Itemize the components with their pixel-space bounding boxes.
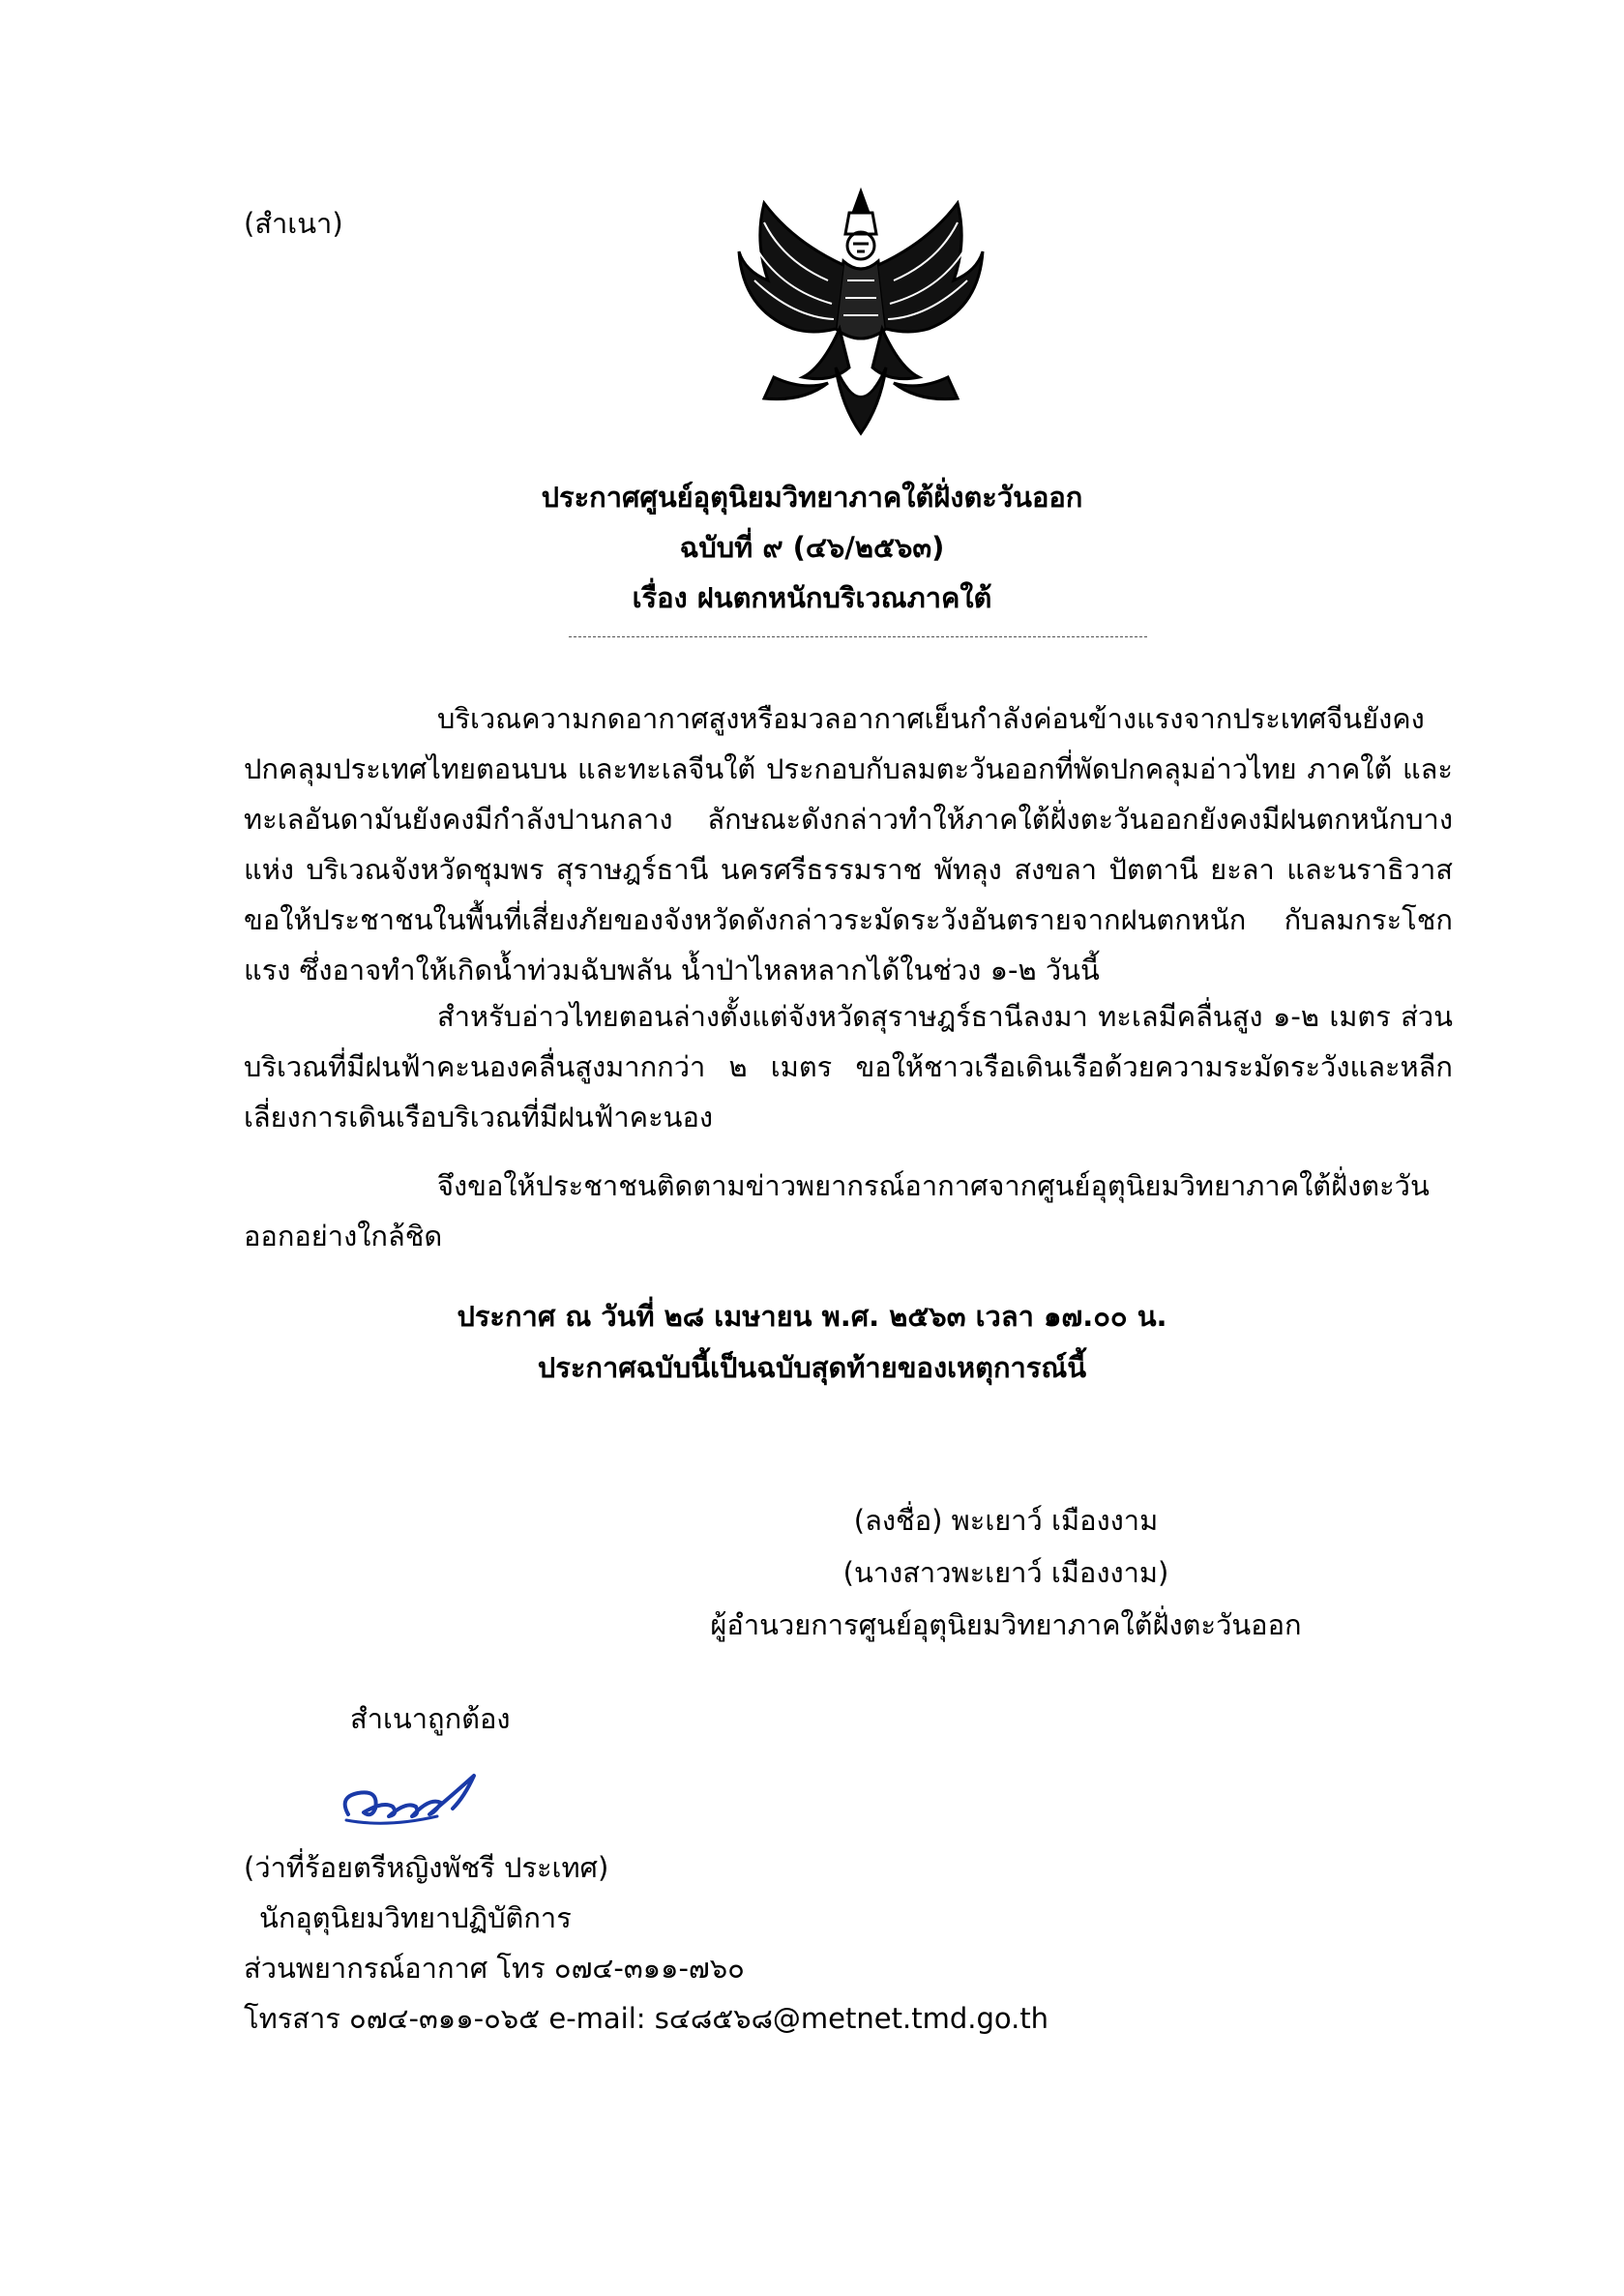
- announcement-date: ประกาศ ณ วันที่ ๒๘ เมษายน พ.ศ. ๒๕๖๓ เวลา ๑๗.๐๐ น.: [457, 1300, 1167, 1333]
- title-divider: [569, 636, 1147, 637]
- signatory-signed: (ลงชื่อ) พะเยาว์ เมืองงาม: [853, 1504, 1159, 1537]
- certifier-details: [244, 1842, 1048, 2044]
- fax-email: โทรสาร ๐๗๔-๓๑๑-๐๖๕ e-mail: s๔๘๕๖๘@metnet.tmd.go.th: [244, 2002, 1049, 2035]
- handwritten-signature-icon: [329, 1758, 503, 1836]
- signatory-block: [677, 1494, 1335, 1651]
- announcement-date-block: [0, 1291, 1624, 1394]
- body-paragraph-2: สำหรับอ่าวไทยตอนล่างตั้งแต่จังหวัดสุราษฎร์ธานีลงมา ทะเลมีคลื่นสูง ๑-๒ เมตร ส่วนบริเวณที่มีฝนฟ้าคะนองคลื่นสูงมากกว่า ๒ เมตร ขอให้ชาวเรือเดินเรือด้วยความระมัดระวังและหลีกเลี่ยงการเดินเรือบริเวณที่มีฝนฟ้าคะนอง: [244, 1000, 1453, 1133]
- garuda-emblem-icon: [735, 184, 987, 437]
- certifier-name: (ว่าที่ร้อยตรีหญิงพัชรี ประเทศ): [244, 1851, 609, 1884]
- signatory-full-name: (นางสาวพะเยาว์ เมืองงาม): [842, 1556, 1169, 1589]
- body-paragraph-3: จึงขอให้ประชาชนติดตามข่าวพยากรณ์อากาศจากศูนย์อุตุนิยมวิทยาภาคใต้ฝั่งตะวันออกอย่างใกล้ชิด: [244, 1169, 1430, 1252]
- announcement-title: [0, 472, 1624, 623]
- certifier-title: นักอุตุนิยมวิทยาปฏิบัติการ: [259, 1901, 572, 1934]
- body-paragraph-1: บริเวณความกดอากาศสูงหรือมวลอากาศเย็นกำลังค่อนข้างแรงจากประเทศจีนยังคงปกคลุมประเทศไทยตอนบน และทะเลจีนใต้ ประกอบกับลมตะวันออกที่พัดปกคลุมอ่าวไทย ภาคใต้ และทะเลอันดามันยังคงมีกำลังปานกลาง ลักษณะดังกล่าวทำให้ภาคใต้ฝั่งตะวันออกยังคงมีฝนตกหนักบางแห่ง บริเวณจังหวัดชุมพร สุราษฎร์ธานี นครศรีธรรมราช พัทลุง สงขลา ปัตตานี ยะลา และนราธิวาส ขอให้ประชาชนในพื้นที่เสี่ยงภัยของจังหวัดดังกล่าวระมัดระวังอันตรายจากฝนตกหนัก กับลมกระโชกแรง ซึ่งอาจทำให้เกิดน้ำท่วมฉับพลัน น้ำป่าไหลหลากได้ในช่วง ๑-๒ วันนี้: [244, 702, 1453, 986]
- title-line-3: เรื่อง ฝนตกหนักบริเวณภาคใต้: [632, 581, 992, 614]
- title-line-1: ประกาศศูนย์อุตุนิยมวิทยาภาคใต้ฝั่งตะวันออก: [541, 481, 1083, 514]
- copy-mark: (สำเนา): [244, 207, 343, 240]
- signatory-position: ผู้อำนวยการศูนย์อุตุนิยมวิทยาภาคใต้ฝั่งตะวันออก: [710, 1608, 1302, 1641]
- department-phone: ส่วนพยากรณ์อากาศ โทร ๐๗๔-๓๑๑-๗๖๐: [244, 1952, 745, 1985]
- announcement-final-note: ประกาศฉบับนี้เป็นฉบับสุดท้ายของเหตุการณ์นี้: [537, 1351, 1087, 1384]
- certified-copy-label: สำเนาถูกต้อง: [350, 1702, 511, 1735]
- title-line-2: ฉบับที่ ๙ (๔๖/๒๕๖๓): [679, 531, 945, 564]
